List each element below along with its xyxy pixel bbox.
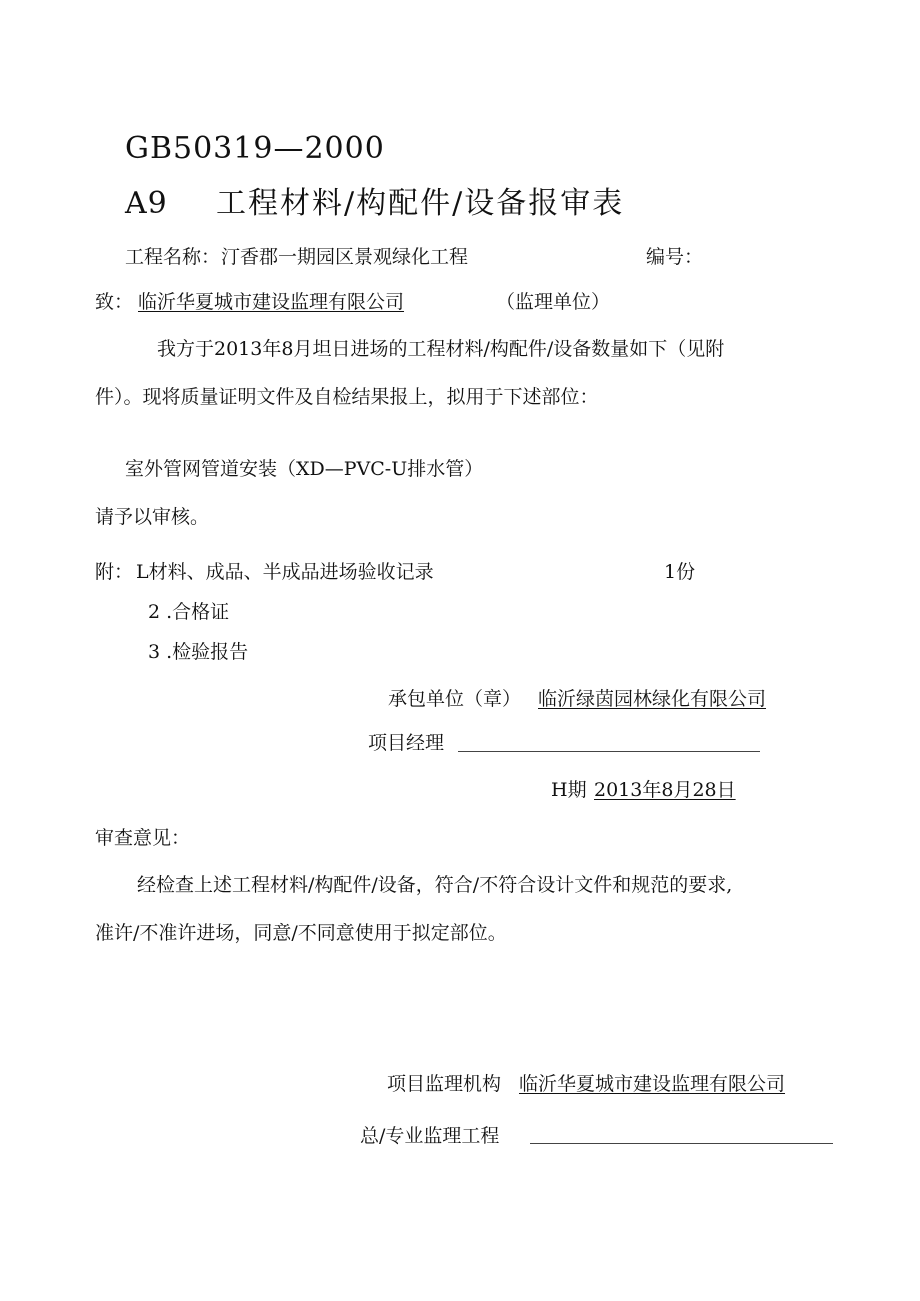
date-value: 2013年8月28日	[594, 779, 736, 801]
recipient-suffix: （监理单位）	[496, 291, 611, 313]
project-name-value: 汀香郡一期园区景观绿化工程	[221, 246, 469, 268]
date-prefix: H期	[551, 779, 587, 801]
supervising-engineer-label: 总/专业监理工程	[360, 1125, 500, 1147]
review-line-2: 准许/不准许进场，同意/不同意使用于拟定部位。	[95, 922, 507, 944]
attachment-item-1: L材料、成品、半成品进场验收记录	[136, 561, 434, 583]
usage-location: 室外管网管道安装（XD—PVC-U排水管）	[125, 458, 484, 480]
contractor-name: 临沂绿茵园林绿化有限公司	[538, 688, 767, 710]
recipient-company: 临沂华夏城市建设监理有限公司	[138, 291, 405, 313]
project-manager-label: 项目经理	[368, 732, 445, 754]
attachment-item-3: 3 .检验报告	[148, 641, 249, 663]
attachments-label: 附：	[95, 561, 134, 583]
supervision-org-label: 项目监理机构	[387, 1073, 502, 1095]
body-line-2: 件）。现将质量证明文件及自检结果报上，拟用于下述部位：	[95, 386, 599, 408]
form-code: A9	[125, 186, 168, 221]
contractor-label: 承包单位（章）	[388, 688, 522, 710]
project-number-label: 编号：	[646, 246, 704, 268]
review-line-1: 经检查上述工程材料/构配件/设备，符合/不符合设计文件和规范的要求,	[137, 874, 733, 896]
supervising-engineer-signature-line	[530, 1143, 833, 1144]
recipient-prefix: 致：	[95, 291, 134, 313]
project-name-label: 工程名称：	[125, 246, 221, 268]
form-title: 工程材料/构配件/设备报审表	[216, 186, 625, 221]
attachment-item-1-qty: 1份	[664, 561, 696, 583]
project-manager-signature-line	[458, 751, 760, 752]
review-request: 请予以审核。	[95, 506, 210, 528]
standard-code: GB50319—2000	[125, 131, 385, 166]
body-line-1: 我方于2013年8月坦日进场的工程材料/构配件/设备数量如下（见附	[157, 338, 725, 360]
supervision-org-name: 临沂华夏城市建设监理有限公司	[519, 1073, 786, 1095]
review-label: 审查意见：	[95, 827, 191, 849]
attachment-item-2: 2 .合格证	[148, 601, 230, 623]
